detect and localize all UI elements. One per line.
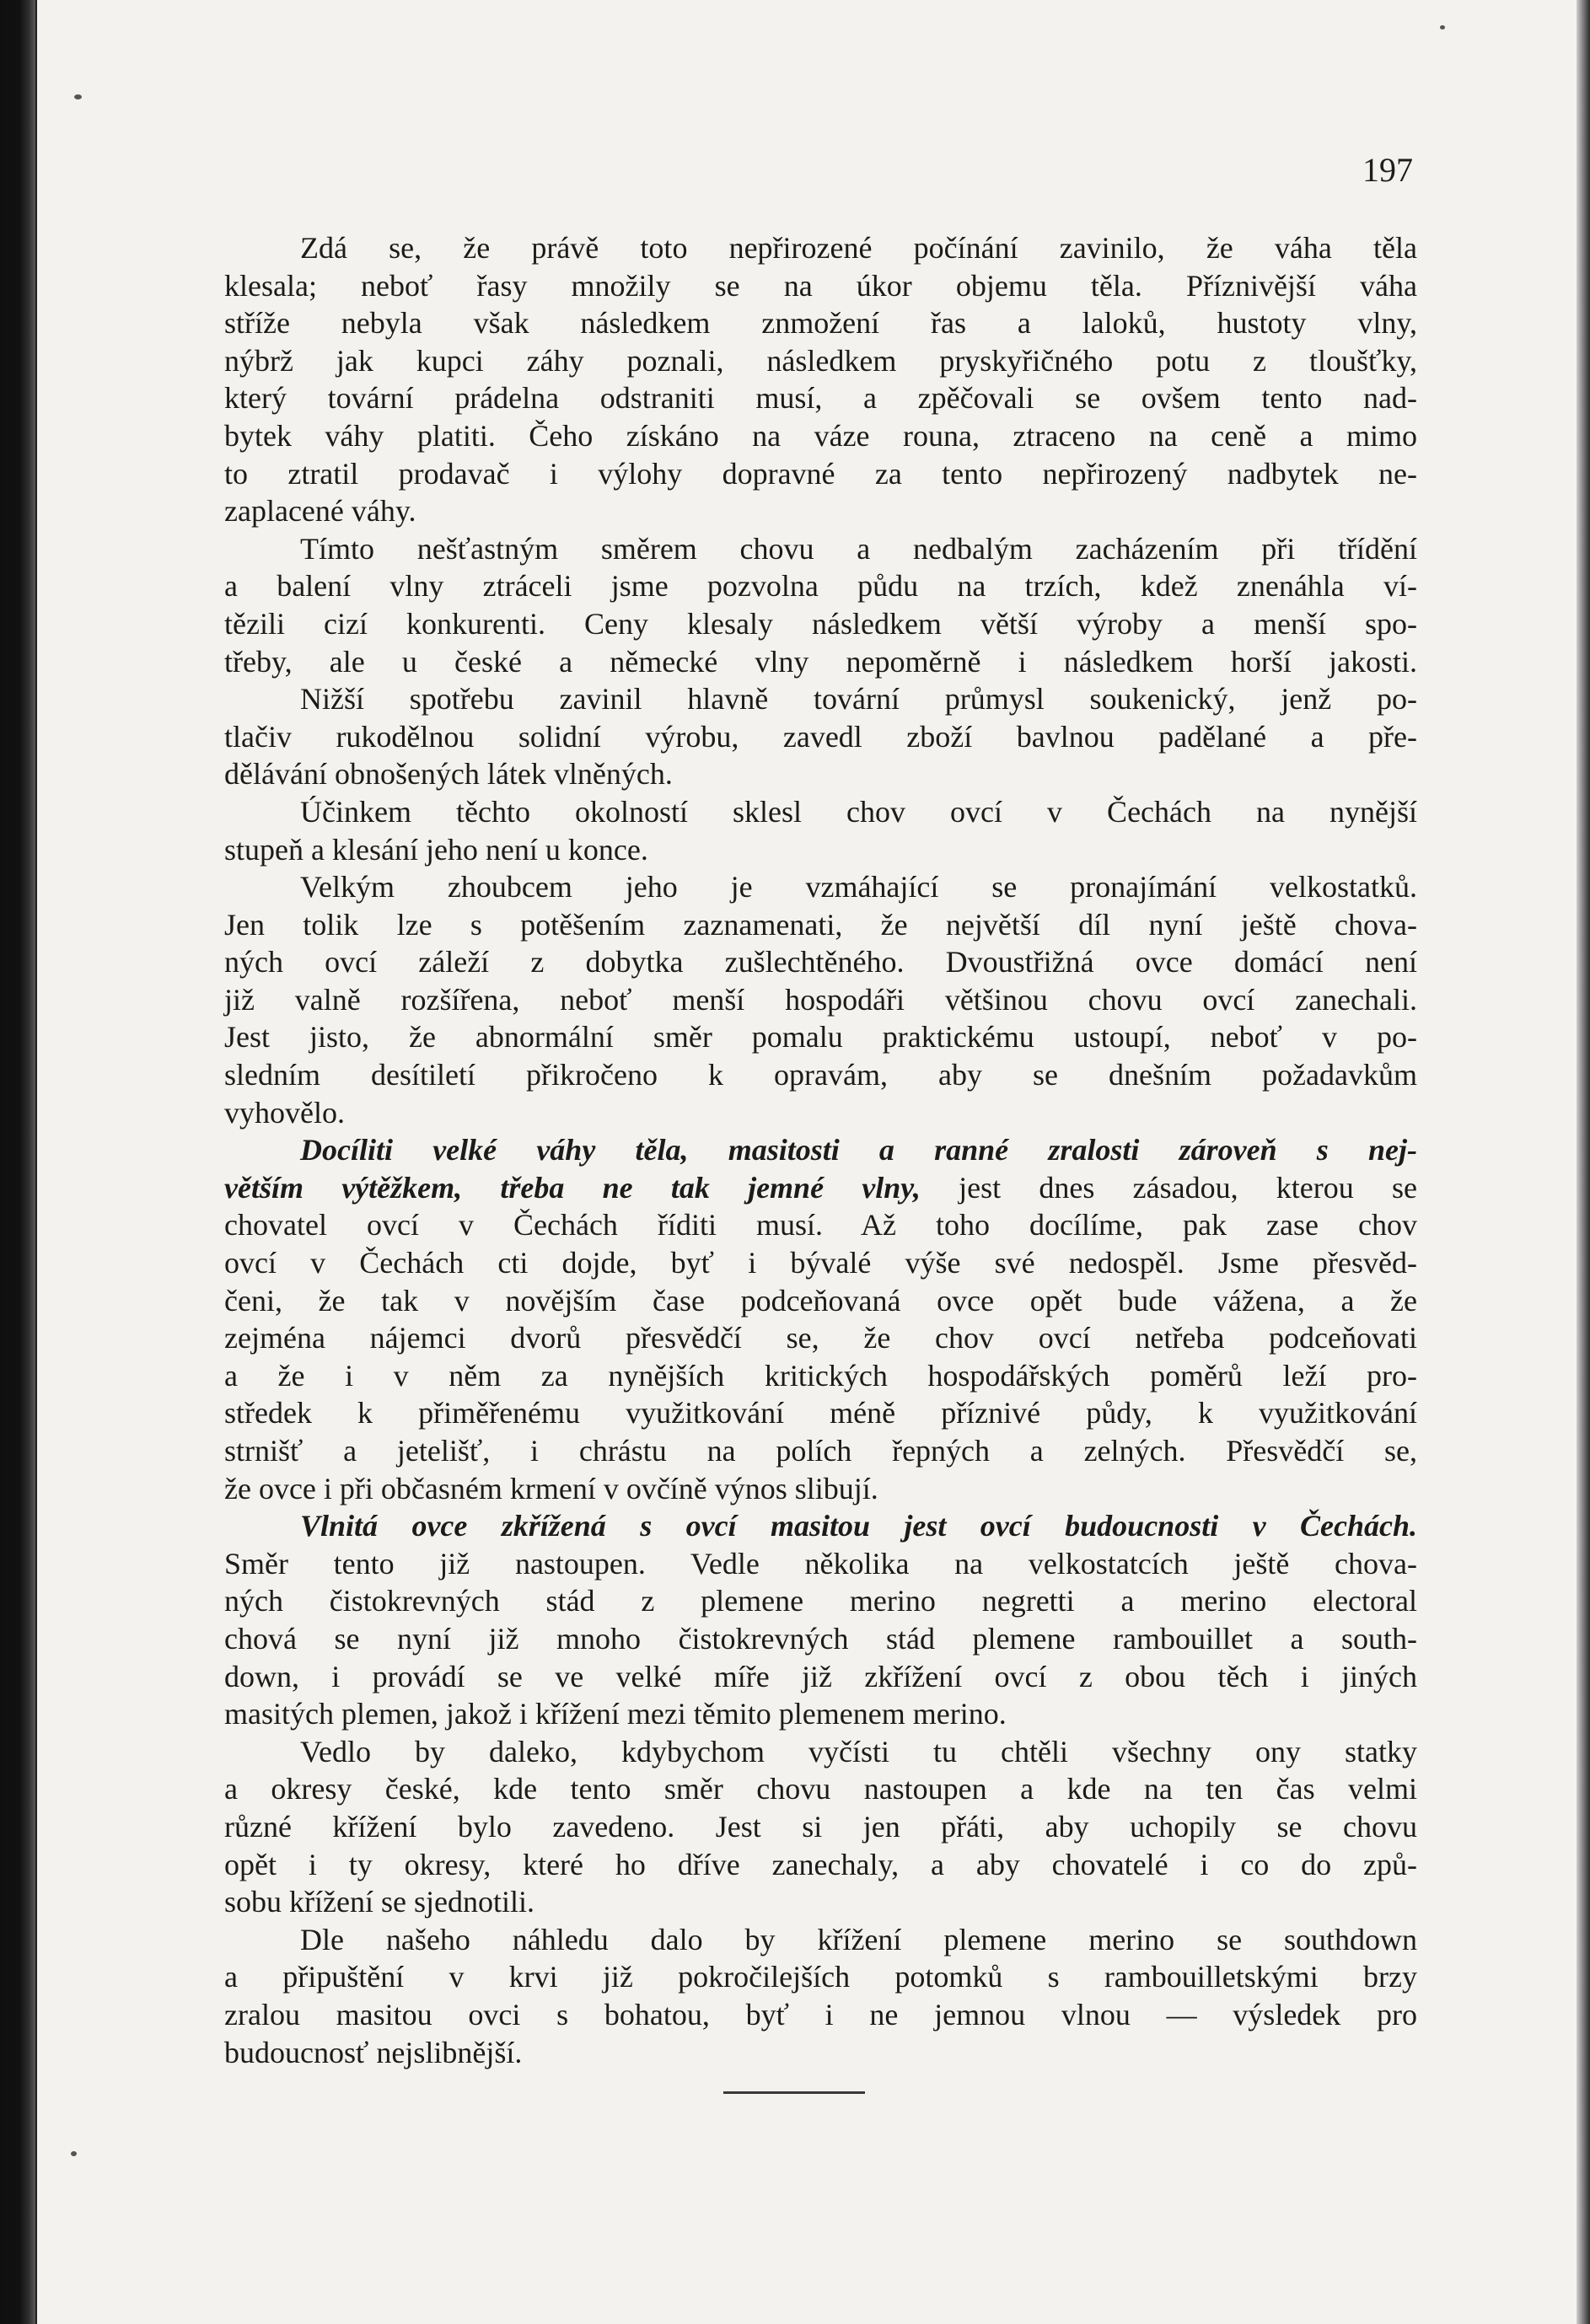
text-line: Dle našeho náhledu dalo by křížení plemene merino se southdown [300,1922,1417,1956]
text-line: zralou masitou ovci s bohatou, byť i ne jemnou vlnou — výsledek pro [224,1997,1417,2031]
text-line: klesala; neboť řasy množily se na úkor objemu těla. Příznivější váha [224,268,1417,303]
text-line: bytek váhy platiti. Čeho získáno na váze rouna, ztraceno na ceně a mimo [224,418,1417,453]
text-line: to ztratil prodavač i výlohy dopravné za tento nepřirozený nadbytek ne- [224,456,1417,491]
text-line: dělávání obnošených látek vlněných. [224,757,673,792]
text-line: a připuštění v krvi již pokročilejších potomků s rambouilletskými brzy [224,1960,1417,1994]
text-line: středek k přiměřenému využitkování méně příznivé půdy, k využitkování [224,1396,1417,1430]
text-line: tlačiv rukodělnou solidní výrobu, zavedl zboží bavlnou padělané a pře- [224,719,1417,754]
text-line: který tovární prádelna odstraniti musí, a zpěčovali se ovšem tento nad- [224,381,1417,416]
text-line: různé křížení bylo zavedeno. Jest si jen přáti, aby uchopily se chovu [224,1809,1417,1844]
text-line: down, i provádí se ve velké míře již zkřížení ovcí z obou těch i jiných [224,1659,1417,1693]
regular-text: jest dnes zásadou, kterou se [959,1170,1417,1205]
text-line: Velkým zhoubcem jeho je vzmáhající se pronajímání velkostatků. [300,870,1417,904]
speck-mark [1440,25,1445,30]
text-line: strnišť a jetelišť, i chrástu na polích řepných a zelných. Přesvědčí se, [224,1434,1417,1468]
text-line: čeni, že tak v novějším čase podceňovaná ovce opět bude vážena, a že [224,1283,1417,1318]
text-line: a že i v něm za nynějších kritických hospodářských poměrů leží pro- [224,1358,1417,1393]
body-text [224,229,1417,2071]
binding-shadow [0,0,35,2324]
text-line: Nižší spotřebu zavinil hlavně tovární průmysl soukenický, jenž po- [300,682,1417,717]
text-line: Směr tento již nastoupen. Vedle několika na velkostatcích ještě chova- [224,1546,1417,1581]
text-line: stupeň a klesání jeho není u konce. [224,832,648,867]
text-line: opět i ty okresy, které ho dříve zanechaly, a aby chovatelé i co do způ- [224,1847,1417,1881]
text-line: ných čistokrevných stád z plemene merino negretti a merino electoral [224,1584,1417,1618]
italic-text: větším výtěžkem, třeba ne tak jemné vlny, [224,1170,921,1205]
text-line: sobu křížení se sjednotili. [224,1885,534,1919]
text-line: vyhovělo. [224,1095,345,1130]
text-line: nýbrž jak kupci záhy poznali, následkem pryskyřičného potu z tloušťky, [224,343,1417,378]
text-line-italic: Vlnitá ovce zkřížená s ovcí masitou jest ovcí budoucnosti v Čechách. [300,1509,1417,1543]
text-line: budoucnosť nejslibnější. [224,2035,523,2069]
text-line: sledním desítiletí přikročeno k opravám, aby se dnešním požadavkům [224,1058,1417,1092]
text-line-italic: Docíliti velké váhy těla, masitosti a ranné zralosti zároveň s nej- [300,1133,1417,1167]
text-line: chová se nyní již mnoho čistokrevných stád plemene rambouillet a south- [224,1621,1417,1656]
text-line: Účinkem těchto okolností sklesl chov ovcí v Čechách na nynější [300,794,1417,829]
page-number: 197 [1362,151,1413,189]
text-line: tězili cizí konkurenti. Ceny klesaly následkem větší výroby a menší spo- [224,606,1417,641]
text-line: zaplacené váhy. [224,494,416,529]
mixed-text-line [224,1169,1417,1207]
end-rule [723,2091,865,2094]
speck-mark [74,94,82,99]
speck-mark [71,2151,77,2156]
text-line: zejména nájemci dvorů přesvědčí se, že chov ovcí netřeba podceňovati [224,1321,1417,1355]
text-line: Jest jisto, že abnormální směr pomalu praktickému ustoupí, neboť v po- [224,1020,1417,1055]
text-line: třeby, ale u české a německé vlny nepoměrně i následkem horší jakosti. [224,644,1417,679]
text-line: a balení vlny ztráceli jsme pozvolna půdu na trzích, kdež znenáhla ví- [224,569,1417,604]
text-line: již valně rozšířena, neboť menší hospodáři většinou chovu ovcí zanechali. [224,982,1417,1017]
text-line: ných ovcí záleží z dobytka zušlechtěného. Dvoustřižná ovce domácí není [224,945,1417,980]
text-line: že ovce i při občasném krmení v ovčíně výnos slibují. [224,1471,878,1506]
text-line: masitých plemen, jakož i křížení mezi těmito plemenem merino. [224,1697,1007,1731]
text-line: stříže nebyla však následkem znmožení řas a laloků, hustoty vlny, [224,306,1417,341]
text-line: Zdá se, že právě toto nepřirozené počínání zavinilo, že váha těla [300,231,1417,265]
text-line: Tímto nešťastným směrem chovu a nedbalým zacházením při třídění [300,531,1417,566]
text-line: Jen tolik lze s potěšením zaznamenati, že největší díl nyní ještě chova- [224,907,1417,942]
text-line: chovatel ovcí v Čechách říditi musí. Až toho docílíme, pak zase chov [224,1208,1417,1243]
page-edge [1577,0,1590,2324]
text-line: Vedlo by daleko, kdybychom vyčísti tu chtěli všechny ony statky [300,1734,1417,1768]
text-line: a okresy české, kde tento směr chovu nastoupen a kde na ten čas velmi [224,1772,1417,1806]
text-line: ovcí v Čechách cti dojde, byť i bývalé výše své nedospěl. Jsme přesvěd- [224,1246,1417,1280]
